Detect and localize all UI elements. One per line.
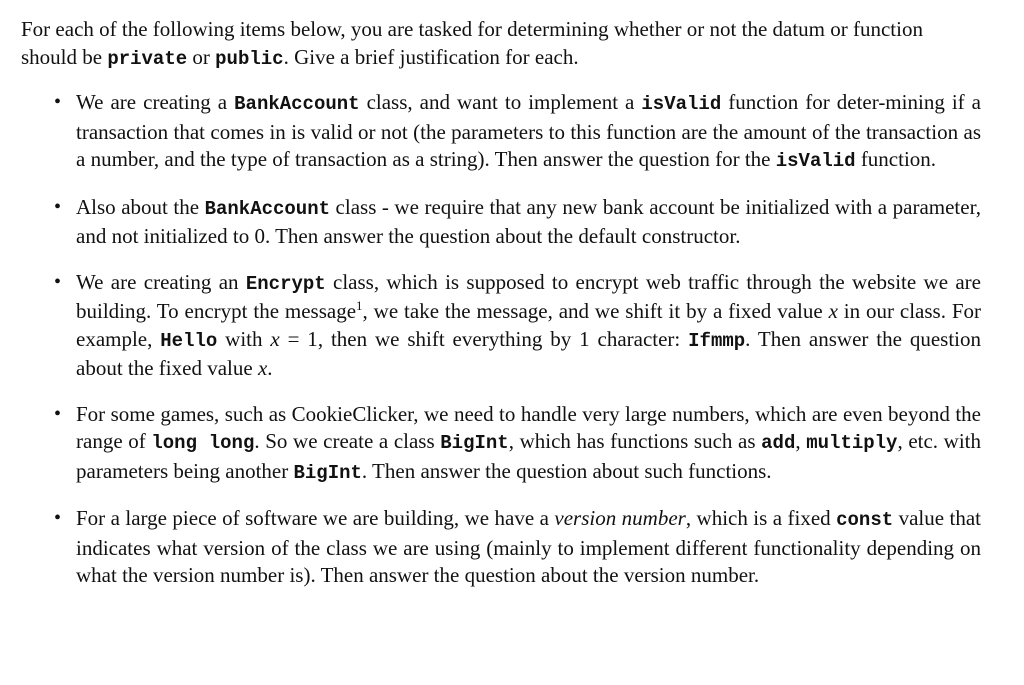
- item-text: For a large piece of software we are building, we have a: [76, 506, 555, 530]
- item-text: ,: [795, 429, 807, 453]
- item-text: , which is a fixed: [685, 506, 837, 530]
- item-text: with: [217, 326, 271, 351]
- math-variable: x: [270, 326, 280, 351]
- item-text: class, and want to implement a: [359, 90, 642, 114]
- item-text: function.: [855, 147, 937, 171]
- item-list: [21, 89, 981, 590]
- code-bankaccount: BankAccount: [234, 93, 360, 115]
- item-text: , then we shift everything by 1 character:: [317, 326, 689, 351]
- item-text: , etc. with parameters being another: [76, 429, 982, 483]
- bullet-icon: •: [54, 91, 62, 113]
- math-variable: x: [828, 299, 838, 323]
- code-bigint: BigInt: [293, 461, 362, 484]
- item-text: class, which is supposed to encrypt web traffic through the website we are building. To encrypt the message: [76, 269, 981, 323]
- math-equation: = 1: [279, 326, 318, 351]
- keyword-private: private: [107, 47, 188, 70]
- list-item: [21, 89, 981, 176]
- code-bankaccount: BankAccount: [204, 197, 331, 220]
- code-ifmmp: Ifmmp: [688, 329, 746, 352]
- item-text: in our class. For example,: [76, 299, 981, 351]
- item-text: , we take the message, and we shift it by a fixed value: [362, 299, 829, 323]
- emphasis-version-number: version number: [554, 506, 686, 530]
- item-text: function for deter-mining if a transaction that comes in is valid or not (the parameters to this function are the amount of the transaction as a number, and the type of transaction as a string). Then answer the question for the: [76, 90, 982, 171]
- item-text: class - we require that any new bank account be initialized with a parameter, and not initialized to 0. Then answer the question about the default constructor.: [76, 194, 981, 248]
- bullet-icon: •: [54, 507, 62, 529]
- bullet-icon: •: [54, 402, 62, 425]
- bullet-icon: •: [54, 195, 62, 218]
- code-multiply: multiply: [806, 432, 898, 454]
- item-text: value that indicates what version of the class we are using (mainly to implement different functionality depending on what the version number is). Then answer the question about the version number.: [76, 506, 982, 587]
- list-item: [21, 194, 981, 251]
- item-text: For some games, such as CookieClicker, we need to handle very large numbers, which are even beyond the range of: [76, 401, 981, 453]
- item-text: . Then answer the question about the fixed value: [76, 326, 981, 380]
- code-long-long: long long: [151, 432, 255, 454]
- intro-text: . Give a brief justification for each.: [283, 44, 579, 69]
- item-text: Also about the: [76, 194, 205, 219]
- bullet-icon: •: [54, 270, 62, 293]
- item-text: . So we create a class: [254, 429, 441, 453]
- item-text: We are creating a: [76, 90, 235, 114]
- list-item: [21, 401, 981, 488]
- list-item: [21, 505, 981, 590]
- code-hello: Hello: [160, 329, 218, 352]
- item-text: , which has functions such as: [508, 429, 762, 453]
- code-const: const: [836, 509, 894, 531]
- code-isvalid: isValid: [641, 93, 722, 115]
- footnote-marker: 1: [356, 298, 363, 313]
- item-text: .: [267, 356, 273, 380]
- item-text: We are creating an: [76, 269, 246, 294]
- intro-text: or: [187, 44, 216, 69]
- keyword-public: public: [215, 47, 284, 70]
- item-text: . Then answer the question about such functions.: [361, 458, 772, 483]
- math-variable: x: [257, 356, 268, 380]
- intro-text: For each of the following items below, you are tasked for determining whether or not the datum or function should be: [21, 17, 923, 69]
- document-page: [21, 16, 981, 608]
- code-encrypt: Encrypt: [245, 272, 326, 295]
- code-add: add: [761, 432, 796, 454]
- list-item: [21, 269, 981, 383]
- code-bigint: BigInt: [440, 432, 509, 454]
- intro-paragraph: [21, 16, 981, 73]
- code-isvalid: isValid: [775, 150, 856, 172]
